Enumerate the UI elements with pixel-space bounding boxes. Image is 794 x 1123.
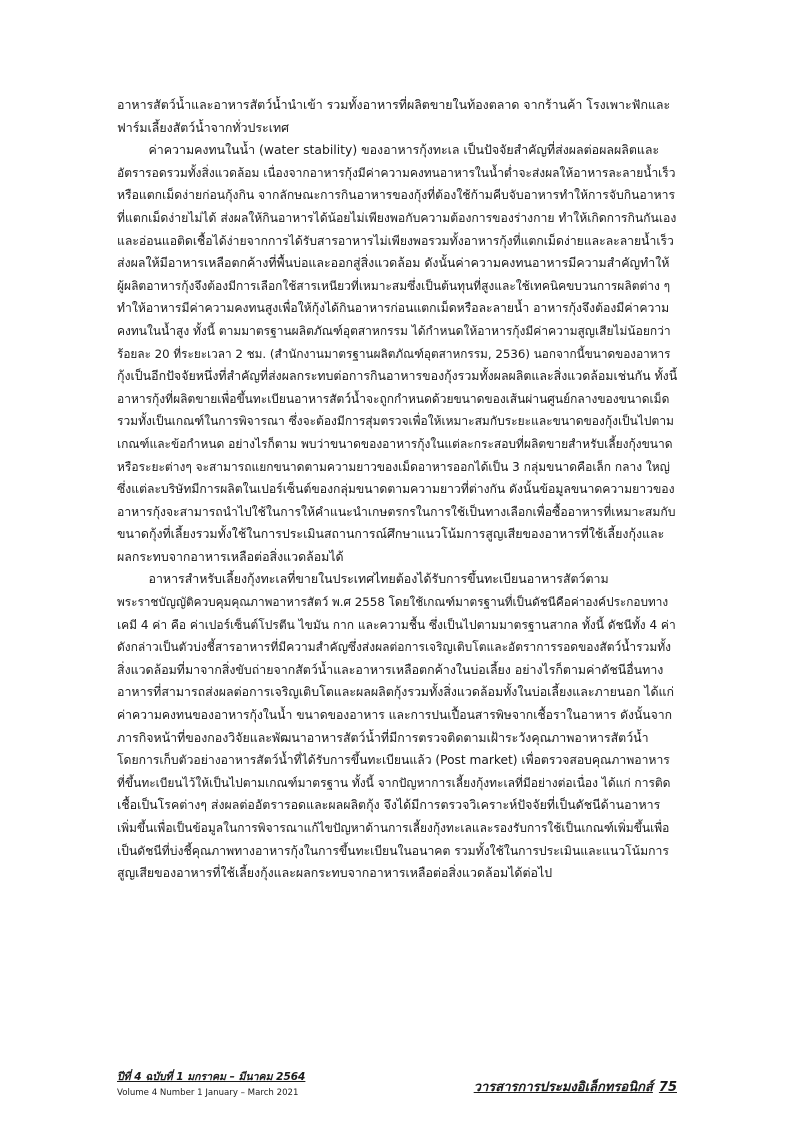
text-line: ที่แตกเม็ดง่ายไม่ได้ ส่งผลให้กินอาหารได้น้อยไม่เพียงพอกับความต้องการของร่างกาย ทำให้เกิดการกินกันเอง — [117, 210, 677, 225]
text-line: พระราชบัญญัติควบคุมคุณภาพอาหารสัตว์ พ.ศ 2558 โดยใช้เกณฑ์มาตรฐานที่เป็นดัชนีคือค่าองค์ประกอบทาง — [117, 595, 669, 610]
text-line: หรือระยะต่างๆ จะสามารถแยกขนาดตามความยาวของเม็ดอาหารออกได้เป็น 3 กลุ่มขนาดคือเล็ก กลาง ใหญ่ — [117, 459, 670, 474]
text-line: และอ่อนแอติดเชื้อได้ง่ายจากการได้รับสารอาหารไม่เพียงพอรวมทั้งอาหารกุ้งที่แตกเม็ดง่ายและละลายน้ำเร็ว — [117, 233, 674, 248]
text-line: อาหารสัตว์น้ำและอาหารสัตว์น้ำนำเข้า รวมทั้งอาหารที่ผลิตขายในท้องตลาด จากร้านค้า โรงเพาะฟักและ — [117, 97, 671, 112]
text-line: ผลกระทบจากอาหารเหลือต่อสิ่งแวดล้อมได้ — [117, 548, 344, 564]
text-line: ซึ่งแต่ละบริษัทมีการผลิตในเปอร์เซ็นต์ของกลุ่มขนาดตามความยาวที่ต่างกัน ดังนั้นข้อมูลขนาดความยาวของ — [117, 482, 675, 497]
text-line: โดยการเก็บตัวอย่างอาหารสัตว์น้ำที่ได้รับการขึ้นทะเบียนแล้ว (Post market) เพื่อตรวจสอบคุณภาพอาหาร — [117, 753, 670, 768]
text-line: รวมทั้งเป็นเกณฑ์ในการพิจารณา ซึ่งจะต้องมีการสุ่มตรวจเพื่อให้เหมาะสมกับระยะและขนาดของกุ้งเป็นไปตาม — [117, 414, 674, 429]
text-line: ดังกล่าวเป็นตัวบ่งชี้สารอาหารที่มีความสำคัญซึ่งส่งผลต่อการเจริญเติบโตและอัตราการรอดของสัตว์น้ำรวมทั้ง — [117, 640, 672, 655]
text-line: เชื้อเป็นโรคต่างๆ ส่งผลต่ออัตรารอดและผลผลิตกุ้ง จึงได้มีการตรวจวิเคราะห์ปัจจัยที่เป็นดัชนีด้านอาหาร — [117, 797, 661, 813]
page-footer — [117, 1070, 677, 1110]
text-line: ฟาร์มเลี้ยงสัตว์น้ำจากทั่วประเทศ — [117, 119, 289, 135]
issue-thai: ปีที่ 4 ฉบับที่ 1 มกราคม – มีนาคม 2564 — [117, 1071, 306, 1083]
text-line: ส่งผลให้มีอาหารเหลือตกค้างที่พื้นบ่อและออกสู่สิ่งแวดล้อม ดังนั้นค่าความคงทนอาหารมีความสำคัญทำให้ — [117, 255, 670, 271]
text-line: กุ้งเป็นอีกปัจจัยหนึ่งที่สำคัญที่ส่งผลกระทบต่อการกินอาหารของกุ้งรวมทั้งผลผลิตและสิ่งแวดล้อมเช่นกัน ทั้งนี้ — [117, 368, 677, 384]
text-line: สิ่งแวดล้อมที่มาจากสิ่งขับถ่ายจากสัตว์น้ำและอาหารเหลือตกค้างในบ่อเลี้ยง อย่างไรก็ตามค่าดัชนีอื่นทาง — [117, 661, 664, 677]
text-line: ทำให้อาหารมีค่าความคงทนสูงเพื่อให้กุ้งได้กินอาหารก่อนแตกเม็ดหรือละลายน้ำ อาหารกุ้งจึงต้องมีค่าความ — [117, 301, 670, 316]
text-line: ภารกิจหน้าที่ของกองวิจัยและพัฒนาอาหารสัตว์น้ำที่มีการตรวจติดตามเฝ้าระวังคุณภาพอาหารสัตว์น้ำ — [117, 729, 649, 745]
page-number: 75 — [658, 1080, 677, 1095]
text-line: ร้อยละ 20 ที่ระยะเวลา 2 ชม. (สำนักงานมาตรฐานผลิตภัณฑ์อุตสาหกรรม, 2536) นอกจากนี้ขนาดของอาหาร — [117, 346, 671, 361]
text-line: ค่าความคงทนในน้ำ (water stability) ของอาหารกุ้งทะเล เป็นปัจจัยสำคัญที่ส่งผลต่อผลผลิตและ — [117, 142, 660, 158]
text-line: หรือแตกเม็ดง่ายก่อนกุ้งกิน จากลักษณะการกินอาหารของกุ้งที่ต้องใช้ก้ามคีบจับอาหารทำให้การจับกินอาหาร — [117, 188, 675, 203]
text-line: ขนาดกุ้งที่เลี้ยงรวมทั้งใช้ในการประเมินสถานการณ์ศึกษาแนวโน้มการสูญเสียของอาหารที่ใช้เลี้ยงกุ้งและ — [117, 526, 665, 542]
text-line: อาหารที่สามารถส่งผลต่อการเจริญเติบโตและผลผลิตกุ้งรวมทั้งสิ่งแวดล้อมทั้งในบ่อเลี้ยงและภายนอก ได้แก่ — [117, 684, 675, 700]
footer-journal — [474, 1076, 677, 1097]
issue-english: Volume 4 Number 1 January – March 2021 — [117, 1088, 299, 1098]
footer-issue-info — [117, 1070, 305, 1100]
text-line: อาหารกุ้งที่ผลิตขายเพื่อขึ้นทะเบียนอาหารสัตว์น้ำจะถูกกำหนดด้วยขนาดของเส้นผ่านศูนย์กลางของขนาดเม็ด — [117, 391, 670, 406]
text-line: อาหารกุ้งจะสามารถนำไปใช้ในการให้คำแนะนำเกษตรกรในการใช้เป็นทางเลือกเพื่อซื้ออาหารที่เหมาะสมกับ — [117, 504, 676, 519]
text-line: สูญเสียของอาหารที่ใช้เลี้ยงกุ้งและผลกระทบจากอาหารเหลือต่อสิ่งแวดล้อมได้ต่อไป — [117, 865, 553, 881]
text-line: ผู้ผลิตอาหารกุ้งจึงต้องมีการเลือกใช้สารเหนียวที่เหมาะสมซึ่งเป็นต้นทุนที่สูงและใช้เทคนิคขบวนการผลิตต่าง ๆ — [117, 278, 671, 293]
text-line: ที่ขึ้นทะเบียนไว้ให้เป็นไปตามเกณฑ์มาตรฐาน ทั้งนี้ จากปัญหาการเลี้ยงกุ้งทะเลที่มีอย่างต่อเนื่อง ได้แก่ การติด — [117, 775, 671, 790]
text-line: เป็นดัชนีที่บ่งชี้คุณภาพทางอาหารกุ้งในการขึ้นทะเบียนในอนาคต รวมทั้งใช้ในการประเมินและแนวโน้มการ — [117, 843, 669, 858]
text-line: ค่าความคงทนของอาหารกุ้งในน้ำ ขนาดของอาหาร และการปนเปื้อนสารพิษจากเชื้อราในอาหาร ดังนั้นจาก — [117, 708, 672, 723]
text-line: คงทนในน้ำสูง ทั้งนี้ ตามมาตรฐานผลิตภัณฑ์อุตสาหกรรม ได้กำหนดให้อาหารกุ้งมีค่าความสูญเสียไม่น้อยกว่า — [117, 323, 671, 338]
text-line: เกณฑ์และข้อกำหนด อย่างไรก็ตาม พบว่าขนาดของอาหารกุ้งในแต่ละกระสอบที่ผลิตขายสำหรับเลี้ยงกุ้งขนาด — [117, 436, 673, 451]
text-line: เพิ่มขึ้นเพื่อเป็นข้อมูลในการพิจารณาแก้ไขปัญหาด้านการเลี้ยงกุ้งทะเลและรองรับการใช้เป็นเกณฑ์เพิ่มขึ้นเพื่อ — [117, 821, 670, 835]
journal-name: วารสารการประมงอิเล็กทรอนิกส์ — [473, 1080, 653, 1095]
article-body — [117, 94, 677, 885]
text-line: อาหารสำหรับเลี้ยงกุ้งทะเลที่ขายในประเทศไทยต้องได้รับการขึ้นทะเบียนอาหารสัตว์ตาม — [117, 571, 609, 587]
text-line: เคมี 4 ค่า คือ ค่าเปอร์เซ็นต์โปรตีน ไขมัน กาก และความชื้น ซึ่งเป็นไปตามมาตรฐานสากล ทั้งนี้ ดัชนีทั้ง 4 ค่า — [117, 617, 676, 632]
text-line: อัตรารอดรวมทั้งสิ่งแวดล้อม เนื่องจากอาหารกุ้งมีค่าความคงทนอาหารในน้ำต่ำจะส่งผลให้อาหารละลายน้ำเร็ว — [117, 165, 676, 180]
